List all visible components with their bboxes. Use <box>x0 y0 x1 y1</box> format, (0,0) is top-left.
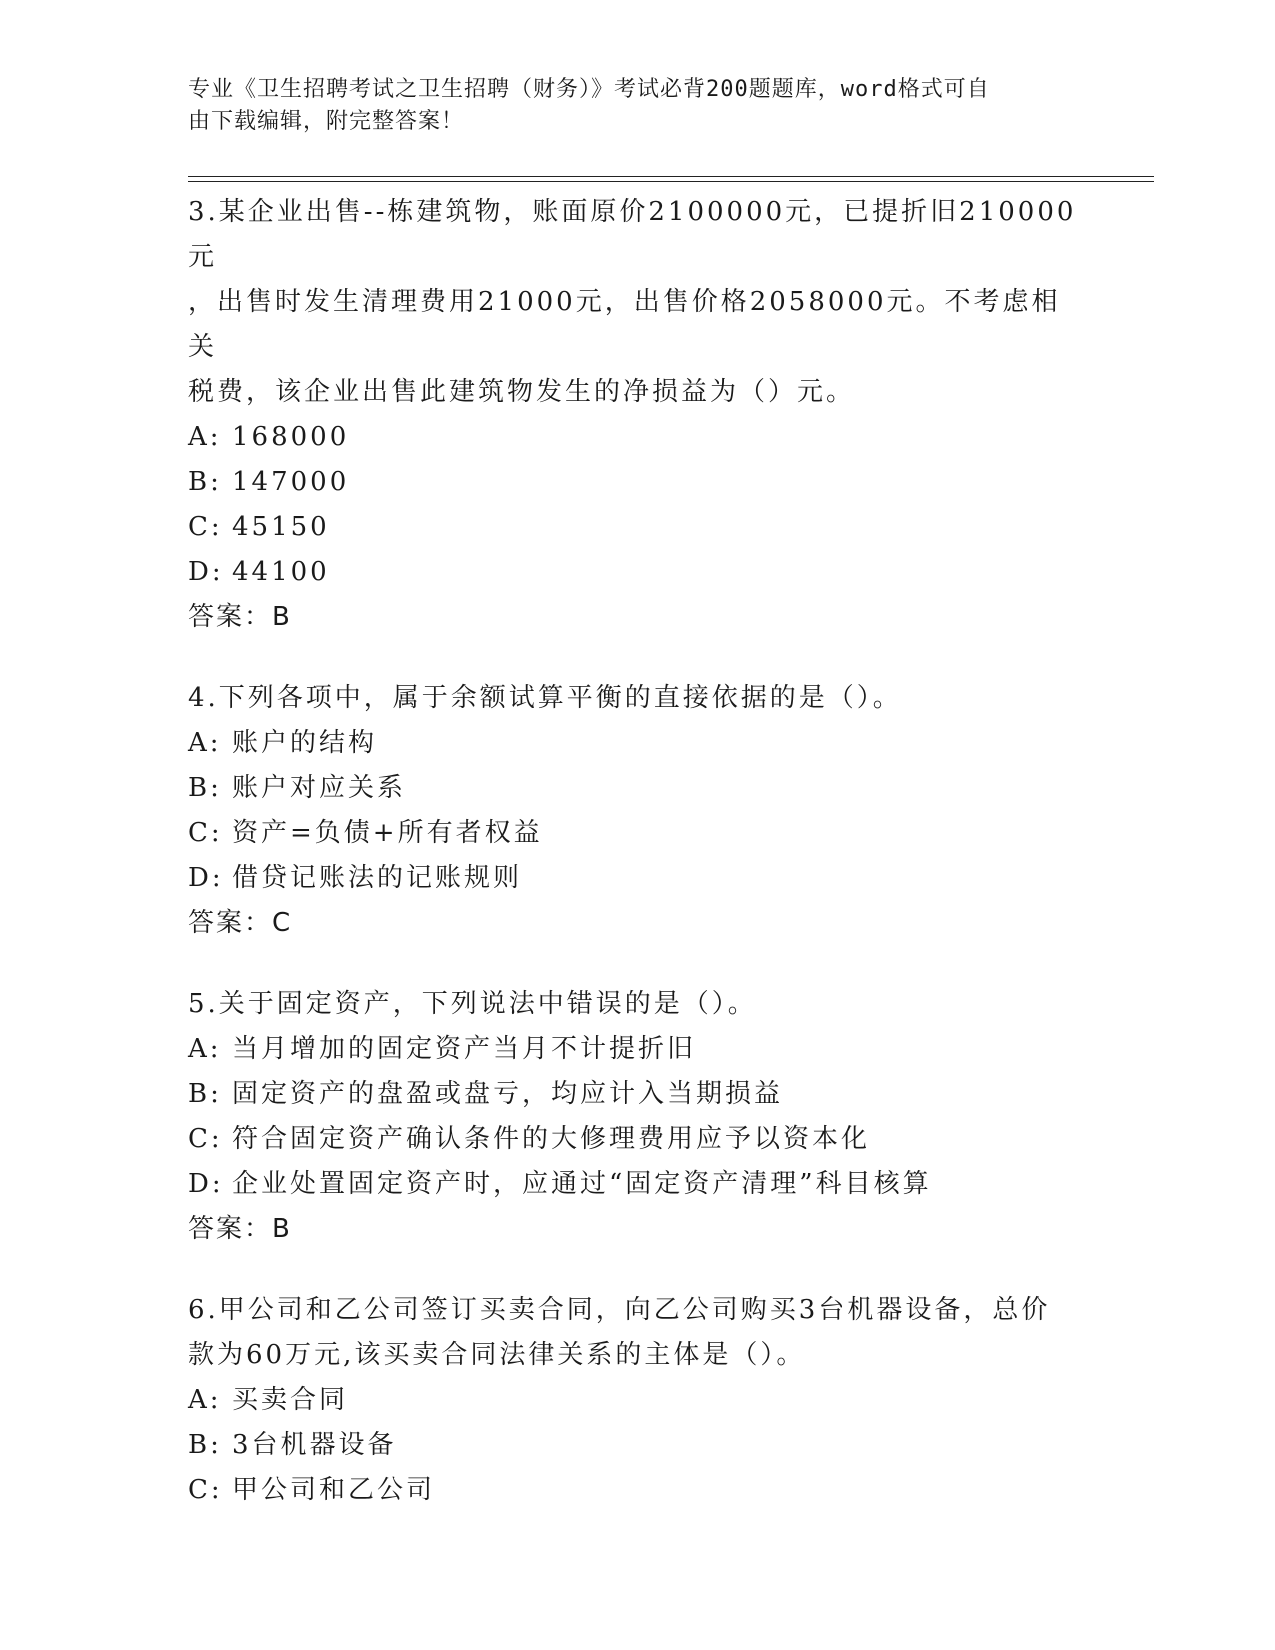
option-text: 44100 <box>232 557 330 587</box>
option-text: 买卖合同 <box>232 1385 349 1415</box>
question-6 <box>188 1288 1088 1513</box>
option-text: 符合固定资产确认条件的大修理费用应予以资本化 <box>232 1124 871 1154</box>
option-letter: A: <box>188 728 222 758</box>
option-text: 账户对应关系 <box>232 773 407 803</box>
option-text: 45150 <box>232 512 330 542</box>
option-text: 147000 <box>232 467 350 497</box>
option-letter: D: <box>188 1169 224 1199</box>
option-c <box>188 505 1088 550</box>
option-a <box>188 721 1088 766</box>
option-b <box>188 1423 1088 1468</box>
question-list <box>188 190 1088 1549</box>
option-letter: D: <box>188 557 224 587</box>
option-a <box>188 1378 1088 1423</box>
question-text-line: 税费，该企业出售此建筑物发生的净损益为（）元。 <box>188 377 856 407</box>
question-5 <box>188 982 1088 1252</box>
option-c <box>188 1468 1088 1513</box>
option-text: 资产=负债+所有者权益 <box>232 818 543 848</box>
option-c <box>188 1117 1088 1162</box>
option-text: 固定资产的盘盈或盘亏，均应计入当期损益 <box>232 1079 784 1109</box>
option-d <box>188 856 1088 901</box>
question-text-line: 款为60万元,该买卖合同法律关系的主体是（）。 <box>188 1340 806 1370</box>
option-text: 借贷记账法的记账规则 <box>232 863 523 893</box>
question-text-line: 5.关于固定资产，下列说法中错误的是（）。 <box>188 989 757 1019</box>
question-4 <box>188 676 1088 946</box>
option-letter: B: <box>188 467 222 497</box>
header-line-1: 专业《卫生招聘考试之卫生招聘（财务）》考试必背200题题库，word格式可自 <box>188 77 990 102</box>
answer-label: 答案：B <box>188 602 292 632</box>
option-letter: A: <box>188 1034 222 1064</box>
option-letter: B: <box>188 1430 222 1460</box>
question-text-line: 3.某企业出售--栋建筑物，账面原价2100000元，已提折旧210000元 <box>188 197 1077 272</box>
option-b <box>188 460 1088 505</box>
option-letter: D: <box>188 863 224 893</box>
option-letter: C: <box>188 818 223 848</box>
option-d <box>188 1162 1088 1207</box>
option-b <box>188 1072 1088 1117</box>
question-3 <box>188 190 1088 640</box>
option-c <box>188 811 1088 856</box>
option-letter: C: <box>188 1124 223 1154</box>
option-text: 168000 <box>232 422 350 452</box>
header-line-2: 由下载编辑，附完整答案！ <box>188 109 465 134</box>
option-letter: B: <box>188 773 222 803</box>
header-divider-top <box>188 176 1154 177</box>
document-header <box>188 74 1068 138</box>
option-letter: C: <box>188 1475 223 1505</box>
option-letter: A: <box>188 422 222 452</box>
option-text: 企业处置固定资产时，应通过“固定资产清理”科目核算 <box>232 1169 932 1199</box>
option-a <box>188 415 1088 460</box>
answer-label: 答案：B <box>188 1214 292 1244</box>
option-text: 账户的结构 <box>232 728 378 758</box>
question-text-line: 4.下列各项中，属于余额试算平衡的直接依据的是（）。 <box>188 683 902 713</box>
question-text-line: 6.甲公司和乙公司签订买卖合同，向乙公司购买3台机器设备，总价 <box>188 1295 1051 1325</box>
option-letter: A: <box>188 1385 222 1415</box>
option-text: 3台机器设备 <box>232 1430 397 1460</box>
option-b <box>188 766 1088 811</box>
option-a <box>188 1027 1088 1072</box>
answer-label: 答案：C <box>188 908 293 938</box>
header-divider-bottom <box>188 181 1154 182</box>
option-text: 甲公司和乙公司 <box>232 1475 436 1505</box>
option-d <box>188 550 1088 595</box>
option-text: 当月增加的固定资产当月不计提折旧 <box>232 1034 697 1064</box>
option-letter: C: <box>188 512 223 542</box>
question-text-line: ，出售时发生清理费用21000元，出售价格2058000元。不考虑相关 <box>188 287 1061 362</box>
option-letter: B: <box>188 1079 222 1109</box>
